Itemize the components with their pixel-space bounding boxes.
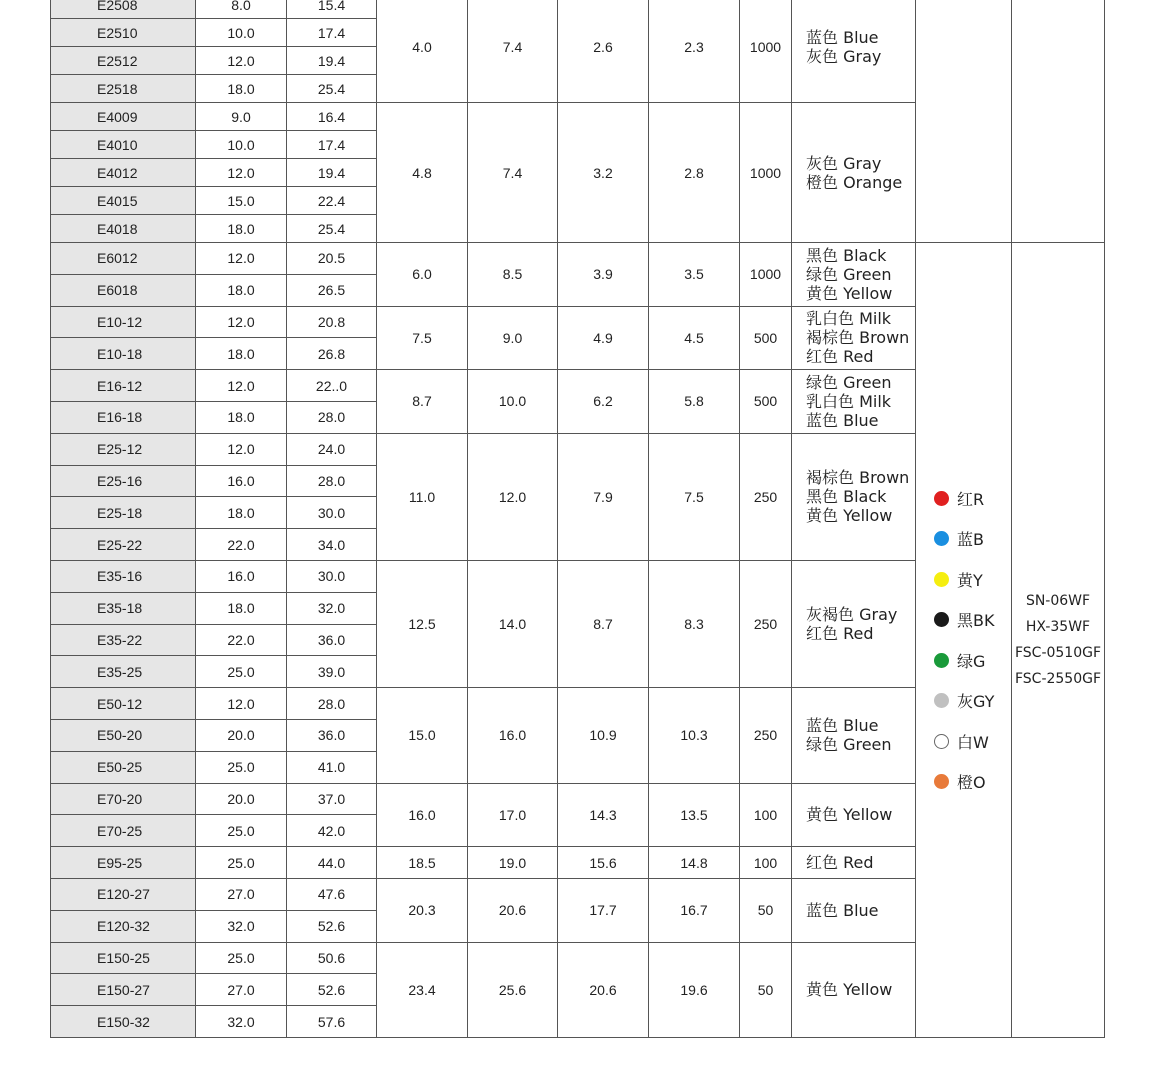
dimension-cell: 25.0: [196, 656, 287, 688]
dimension-cell: 25.4: [287, 75, 377, 103]
color-option: 蓝色 Blue: [806, 410, 879, 430]
dimension-cell: 20.6: [558, 942, 649, 1037]
color-option: 黄色 Yellow: [806, 980, 893, 1000]
model-cell: E6012: [51, 243, 196, 275]
table-row: [51, 243, 1105, 275]
quantity-cell: 250: [740, 688, 792, 783]
model-cell: E25-12: [51, 433, 196, 465]
model-cell: E2518: [51, 75, 196, 103]
dimension-cell: 32.0: [287, 592, 377, 624]
model-cell: E50-12: [51, 688, 196, 720]
color-option: 绿色 Green: [806, 372, 892, 392]
color-option: 灰色 Gray: [806, 46, 882, 66]
color-option: 乳白色 Milk: [806, 391, 892, 411]
dimension-cell: 16.0: [196, 560, 287, 592]
dimension-cell: 39.0: [287, 656, 377, 688]
color-legend-label: 灰GY: [957, 692, 995, 712]
tool-model: FSC-2550GF: [1014, 670, 1102, 687]
color-dot-icon: [934, 693, 949, 708]
model-cell: E16-12: [51, 370, 196, 402]
quantity-cell: 1000: [740, 243, 792, 307]
dimension-cell: 36.0: [287, 719, 377, 751]
dimension-cell: 19.6: [649, 942, 740, 1037]
dimension-cell: 10.9: [558, 688, 649, 783]
dimension-cell: 12.0: [468, 433, 558, 560]
dimension-cell: 25.0: [196, 815, 287, 847]
color-legend-item: [934, 761, 1011, 802]
dimension-cell: 20.0: [196, 783, 287, 815]
model-cell: E4009: [51, 103, 196, 131]
dimension-cell: 17.7: [558, 878, 649, 942]
dimension-cell: 34.0: [287, 529, 377, 561]
color-option: 蓝色 Blue: [806, 27, 879, 47]
dimension-cell: 4.0: [377, 0, 468, 103]
dimension-cell: 19.4: [287, 159, 377, 187]
color-legend-label: 蓝B: [957, 530, 984, 550]
dimension-cell: 12.5: [377, 560, 468, 687]
dimension-cell: 18.0: [196, 274, 287, 306]
color-legend-label: 橙O: [957, 773, 986, 793]
dimension-cell: 20.6: [468, 878, 558, 942]
dimension-cell: 4.8: [377, 103, 468, 243]
quantity-cell: 250: [740, 433, 792, 560]
dimension-cell: 5.8: [649, 370, 740, 434]
dimension-cell: 2.8: [649, 103, 740, 243]
tool-model: SN-06WF: [1025, 592, 1091, 609]
color-legend-item: [934, 680, 1011, 721]
tool-models-cell: [1012, 243, 1105, 1038]
dimension-cell: 14.0: [468, 560, 558, 687]
model-cell: E10-18: [51, 338, 196, 370]
dimension-cell: 22..0: [287, 370, 377, 402]
dimension-cell: 57.6: [287, 1006, 377, 1038]
dimension-cell: 20.5: [287, 243, 377, 275]
dimension-cell: 26.5: [287, 274, 377, 306]
dimension-cell: 25.4: [287, 215, 377, 243]
dimension-cell: 10.0: [196, 19, 287, 47]
dimension-cell: 6.2: [558, 370, 649, 434]
dimension-cell: 25.6: [468, 942, 558, 1037]
table-row: [51, 0, 1105, 19]
dimension-cell: 15.6: [558, 847, 649, 879]
color-legend-label: 黑BK: [957, 611, 995, 631]
dimension-cell: 14.3: [558, 783, 649, 847]
dimension-cell: 4.9: [558, 306, 649, 370]
color-legend-item: [934, 721, 1011, 762]
dimension-cell: 44.0: [287, 847, 377, 879]
dimension-cell: 37.0: [287, 783, 377, 815]
dimension-cell: 24.0: [287, 433, 377, 465]
model-cell: E10-12: [51, 306, 196, 338]
color-dot-icon: [934, 491, 949, 506]
color-option: 黑色 Black: [806, 487, 887, 507]
dimension-cell: 17.4: [287, 19, 377, 47]
color-options-cell: [792, 688, 916, 783]
dimension-cell: 12.0: [196, 688, 287, 720]
dimension-cell: 7.4: [468, 103, 558, 243]
dimension-cell: 8.7: [558, 560, 649, 687]
dimension-cell: 36.0: [287, 624, 377, 656]
model-cell: E16-18: [51, 401, 196, 433]
color-legend-cell: [916, 243, 1012, 1038]
dimension-cell: 28.0: [287, 465, 377, 497]
color-option: 褐棕色 Brown: [806, 468, 910, 488]
dimension-cell: 30.0: [287, 560, 377, 592]
dimension-cell: 7.5: [649, 433, 740, 560]
tool-model: HX-35WF: [1025, 618, 1091, 635]
dimension-cell: 10.3: [649, 688, 740, 783]
color-legend-label: 红R: [957, 489, 985, 509]
dimension-cell: 16.7: [649, 878, 740, 942]
model-cell: E4012: [51, 159, 196, 187]
dimension-cell: 16.0: [468, 688, 558, 783]
color-option: 黑色 Black: [806, 245, 887, 265]
model-cell: E4018: [51, 215, 196, 243]
dimension-cell: 28.0: [287, 401, 377, 433]
dimension-cell: 27.0: [196, 878, 287, 910]
quantity-cell: 1000: [740, 0, 792, 103]
dimension-cell: 22.0: [196, 529, 287, 561]
color-options-cell: [792, 243, 916, 307]
color-option: 红色 Red: [806, 853, 874, 873]
dimension-cell: 19.0: [468, 847, 558, 879]
quantity-cell: 100: [740, 847, 792, 879]
dimension-cell: 6.0: [377, 243, 468, 307]
quantity-cell: 500: [740, 306, 792, 370]
dimension-cell: 17.0: [468, 783, 558, 847]
model-cell: E4015: [51, 187, 196, 215]
model-cell: E35-16: [51, 560, 196, 592]
dimension-cell: 42.0: [287, 815, 377, 847]
dimension-cell: 12.0: [196, 47, 287, 75]
color-dot-icon: [934, 572, 949, 587]
dimension-cell: 15.0: [196, 187, 287, 215]
color-option: 红色 Red: [806, 347, 874, 367]
model-cell: E35-25: [51, 656, 196, 688]
color-legend-item: [934, 599, 1011, 640]
dimension-cell: 47.6: [287, 878, 377, 910]
dimension-cell: 15.0: [377, 688, 468, 783]
quantity-cell: 100: [740, 783, 792, 847]
dimension-cell: 32.0: [196, 1006, 287, 1038]
color-options-cell: [792, 370, 916, 434]
color-legend-label: 绿G: [957, 651, 986, 671]
dimension-cell: 4.5: [649, 306, 740, 370]
tool-model: FSC-0510GF: [1014, 644, 1102, 661]
dimension-cell: 18.0: [196, 338, 287, 370]
model-cell: E25-18: [51, 497, 196, 529]
dimension-cell: 27.0: [196, 974, 287, 1006]
color-dot-icon: [934, 531, 949, 546]
color-legend-item: [934, 518, 1011, 559]
dimension-cell: 15.4: [287, 0, 377, 19]
dimension-cell: 30.0: [287, 497, 377, 529]
dimension-cell: 18.0: [196, 215, 287, 243]
color-legend-label: 黄Y: [957, 570, 983, 590]
color-options-cell: [792, 433, 916, 560]
dimension-cell: 9.0: [196, 103, 287, 131]
dimension-cell: 41.0: [287, 751, 377, 783]
quantity-cell: 50: [740, 878, 792, 942]
dimension-cell: 18.5: [377, 847, 468, 879]
color-options-cell: [792, 942, 916, 1037]
dimension-cell: 12.0: [196, 433, 287, 465]
model-cell: E2508: [51, 0, 196, 19]
model-cell: E25-16: [51, 465, 196, 497]
dimension-cell: 3.2: [558, 103, 649, 243]
dimension-cell: 2.6: [558, 0, 649, 103]
color-option: 黄色 Yellow: [806, 283, 893, 303]
model-cell: E95-25: [51, 847, 196, 879]
spec-table: [50, 0, 1105, 1038]
quantity-cell: 500: [740, 370, 792, 434]
quantity-cell: 1000: [740, 103, 792, 243]
color-legend-item: [934, 559, 1011, 600]
color-option: 灰褐色 Gray: [806, 605, 898, 625]
color-options-cell: [792, 847, 916, 879]
dimension-cell: 26.8: [287, 338, 377, 370]
color-legend-item: [934, 478, 1011, 519]
model-cell: E35-18: [51, 592, 196, 624]
quantity-cell: 50: [740, 942, 792, 1037]
dimension-cell: 10.0: [468, 370, 558, 434]
color-option: 灰色 Gray: [806, 153, 882, 173]
model-cell: E120-32: [51, 910, 196, 942]
dimension-cell: 18.0: [196, 401, 287, 433]
model-cell: E50-25: [51, 751, 196, 783]
dimension-cell: 16.0: [196, 465, 287, 497]
model-cell: E2512: [51, 47, 196, 75]
color-option: 绿色 Green: [806, 735, 892, 755]
dimension-cell: 3.9: [558, 243, 649, 307]
dimension-cell: 19.4: [287, 47, 377, 75]
dimension-cell: 20.0: [196, 719, 287, 751]
dimension-cell: 8.5: [468, 243, 558, 307]
dimension-cell: 11.0: [377, 433, 468, 560]
dimension-cell: 18.0: [196, 497, 287, 529]
empty-cell: [916, 0, 1012, 243]
dimension-cell: 3.5: [649, 243, 740, 307]
model-cell: E4010: [51, 131, 196, 159]
dimension-cell: 20.3: [377, 878, 468, 942]
dimension-cell: 18.0: [196, 75, 287, 103]
dimension-cell: 20.8: [287, 306, 377, 338]
color-dot-icon: [934, 774, 949, 789]
dimension-cell: 22.4: [287, 187, 377, 215]
dimension-cell: 12.0: [196, 159, 287, 187]
quantity-cell: 250: [740, 560, 792, 687]
color-options-cell: [792, 783, 916, 847]
color-option: 蓝色 Blue: [806, 900, 879, 920]
dimension-cell: 14.8: [649, 847, 740, 879]
dimension-cell: 13.5: [649, 783, 740, 847]
model-cell: E50-20: [51, 719, 196, 751]
model-cell: E150-32: [51, 1006, 196, 1038]
color-dot-icon: [934, 653, 949, 668]
dimension-cell: 7.5: [377, 306, 468, 370]
dimension-cell: 25.0: [196, 847, 287, 879]
dimension-cell: 18.0: [196, 592, 287, 624]
dimension-cell: 8.7: [377, 370, 468, 434]
color-option: 黄色 Yellow: [806, 805, 893, 825]
dimension-cell: 23.4: [377, 942, 468, 1037]
dimension-cell: 52.6: [287, 910, 377, 942]
dimension-cell: 50.6: [287, 942, 377, 974]
color-legend-label: 白W: [957, 732, 989, 752]
dimension-cell: 2.3: [649, 0, 740, 103]
color-options-cell: [792, 103, 916, 243]
color-options-cell: [792, 0, 916, 103]
color-options-cell: [792, 560, 916, 687]
dimension-cell: 12.0: [196, 243, 287, 275]
color-dot-icon: [934, 734, 949, 749]
dimension-cell: 9.0: [468, 306, 558, 370]
dimension-cell: 17.4: [287, 131, 377, 159]
dimension-cell: 8.3: [649, 560, 740, 687]
color-option: 红色 Red: [806, 624, 874, 644]
color-option: 橙色 Orange: [806, 172, 903, 192]
dimension-cell: 32.0: [196, 910, 287, 942]
model-cell: E150-27: [51, 974, 196, 1006]
model-cell: E70-20: [51, 783, 196, 815]
dimension-cell: 25.0: [196, 942, 287, 974]
dimension-cell: 22.0: [196, 624, 287, 656]
dimension-cell: 10.0: [196, 131, 287, 159]
empty-cell: [1012, 0, 1105, 243]
model-cell: E6018: [51, 274, 196, 306]
color-option: 蓝色 Blue: [806, 716, 879, 736]
model-cell: E35-22: [51, 624, 196, 656]
color-options-cell: [792, 878, 916, 942]
dimension-cell: 25.0: [196, 751, 287, 783]
color-option: 乳白色 Milk: [806, 309, 892, 329]
color-legend-item: [934, 640, 1011, 681]
color-option: 黄色 Yellow: [806, 506, 893, 526]
dimension-cell: 28.0: [287, 688, 377, 720]
color-option: 褐棕色 Brown: [806, 328, 910, 348]
dimension-cell: 8.0: [196, 0, 287, 19]
model-cell: E25-22: [51, 529, 196, 561]
dimension-cell: 12.0: [196, 306, 287, 338]
dimension-cell: 7.9: [558, 433, 649, 560]
dimension-cell: 12.0: [196, 370, 287, 402]
model-cell: E120-27: [51, 878, 196, 910]
model-cell: E70-25: [51, 815, 196, 847]
dimension-cell: 52.6: [287, 974, 377, 1006]
dimension-cell: 16.0: [377, 783, 468, 847]
color-dot-icon: [934, 612, 949, 627]
dimension-cell: 16.4: [287, 103, 377, 131]
model-cell: E150-25: [51, 942, 196, 974]
color-option: 绿色 Green: [806, 264, 892, 284]
dimension-cell: 7.4: [468, 0, 558, 103]
model-cell: E2510: [51, 19, 196, 47]
color-options-cell: [792, 306, 916, 370]
